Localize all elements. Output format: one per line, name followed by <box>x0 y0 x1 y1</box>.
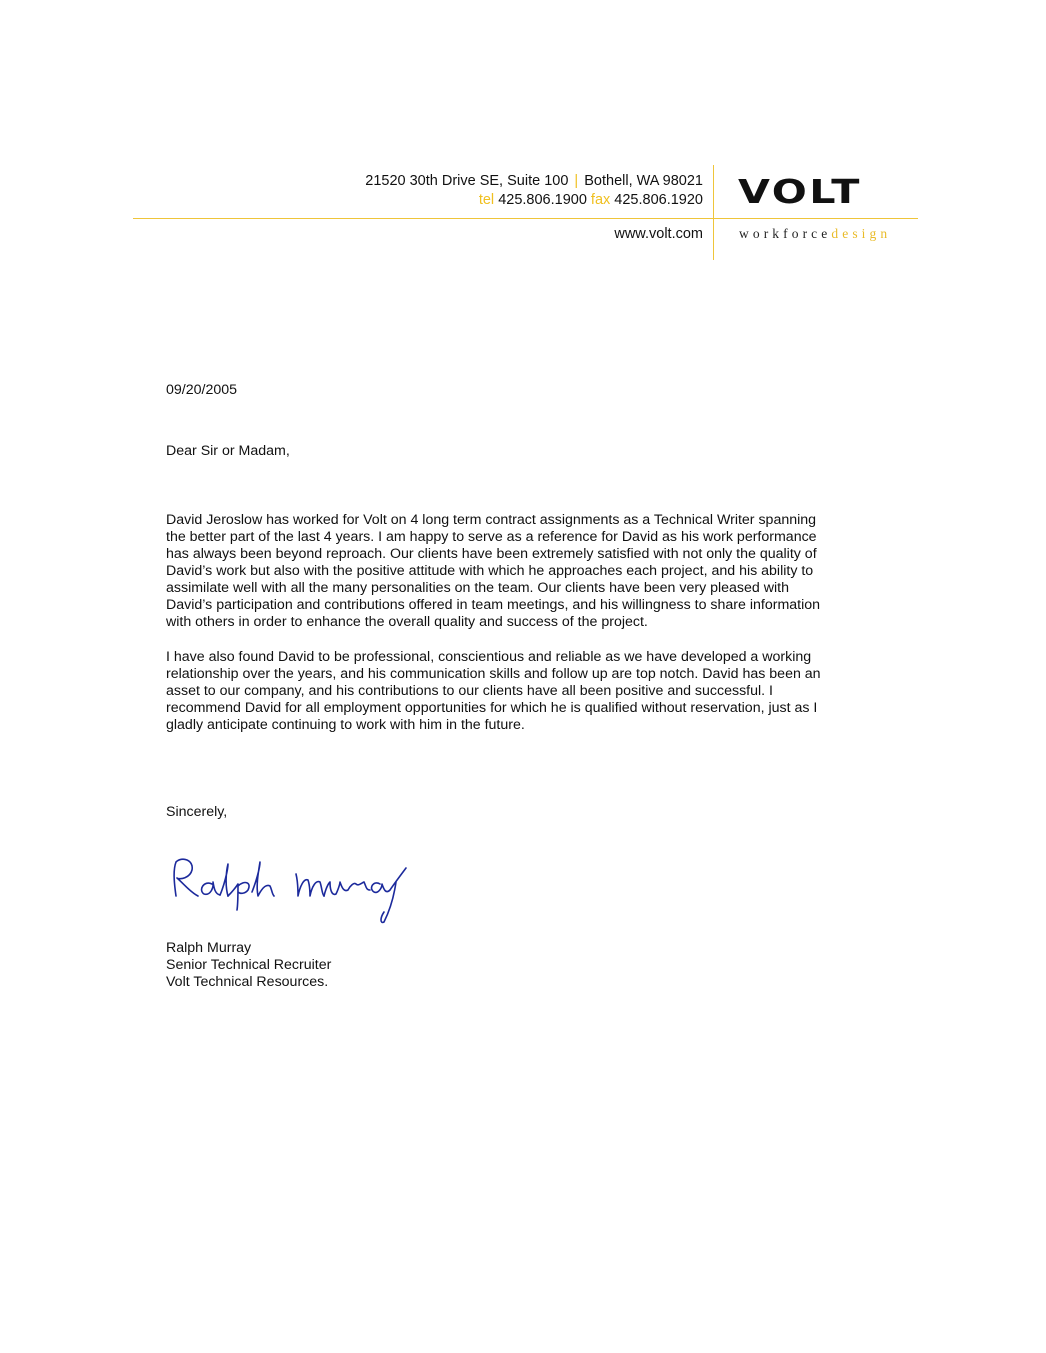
signer-title: Senior Technical Recruiter <box>166 957 332 973</box>
letter-date: 09/20/2005 <box>166 382 238 398</box>
closing: Sincerely, <box>166 804 228 820</box>
signature <box>168 852 418 927</box>
paragraph-line: David Jeroslow has worked for Volt on 4 long term contract assignments as a Technical Writer spanning <box>166 512 817 528</box>
tagline-design: design <box>831 226 892 241</box>
paragraph-line: has always been beyond reproach. Our clients have been extremely satisfied with not only the quality of <box>166 546 817 562</box>
signature-stroke <box>228 883 249 910</box>
letterhead-vertical-rule <box>713 165 714 260</box>
paragraph-line: assimilate well with all the many personalities on the team. Our clients have been very pleased with <box>166 580 789 596</box>
phone-line <box>365 191 703 210</box>
paragraph-line: asset to our company, and his contributions to our clients have all been positive and successful. I <box>166 683 773 699</box>
letterhead-horizontal-rule <box>133 218 918 219</box>
signature-stroke <box>252 862 274 896</box>
address-street: 21520 30th Drive SE, Suite 100 <box>365 173 569 189</box>
signature-stroke <box>220 864 228 896</box>
volt-logo: VOLT <box>738 172 862 211</box>
company-address <box>365 172 703 210</box>
signature-stroke <box>296 874 324 896</box>
paragraph-line: relationship over the years, and his communication skills and follow up are top notch. David has been an <box>166 666 821 682</box>
paragraph-line: the better part of the last 4 years. I am happy to serve as a reference for David as his work performance <box>166 529 817 545</box>
paragraph-line: with others in order to enhance the overall quality and success of the project. <box>166 614 648 630</box>
logo-tagline <box>739 226 891 242</box>
tel-label: tel <box>478 192 495 208</box>
signer-name: Ralph Murray <box>166 940 252 956</box>
tagline-workforce: workforce <box>739 226 832 241</box>
paragraph-line: David’s participation and contributions offered in team meetings, and his willingness to share information <box>166 597 821 613</box>
signature-stroke <box>174 859 198 896</box>
signer-company: Volt Technical Resources. <box>166 974 329 990</box>
signer-block <box>166 940 331 991</box>
address-city: Bothell, WA 98021 <box>584 173 703 189</box>
salutation: Dear Sir or Madam, <box>166 443 290 459</box>
paragraph-1 <box>166 512 866 631</box>
paragraph-line: recommend David for all employment opportunities for which he is qualified without reservation, just as I <box>166 700 818 716</box>
signature-stroke <box>372 868 406 922</box>
paragraph-line: I have also found David to be professional, conscientious and reliable as we have developed a working <box>166 649 812 665</box>
fax-label: fax <box>590 192 611 208</box>
address-separator: | <box>574 173 579 189</box>
paragraph-2 <box>166 649 866 734</box>
address-line <box>365 172 703 191</box>
paragraph-line: David’s work but also with the positive attitude with which he approaches each project, and his ability to <box>166 563 814 579</box>
company-website: www.volt.com <box>614 226 703 242</box>
fax-number: 425.806.1920 <box>614 192 703 208</box>
paragraph-line: gladly anticipate continuing to work with him in the future. <box>166 717 525 733</box>
signature-stroke <box>202 882 220 895</box>
tel-number: 425.806.1900 <box>498 192 587 208</box>
signature-stroke <box>324 882 370 896</box>
